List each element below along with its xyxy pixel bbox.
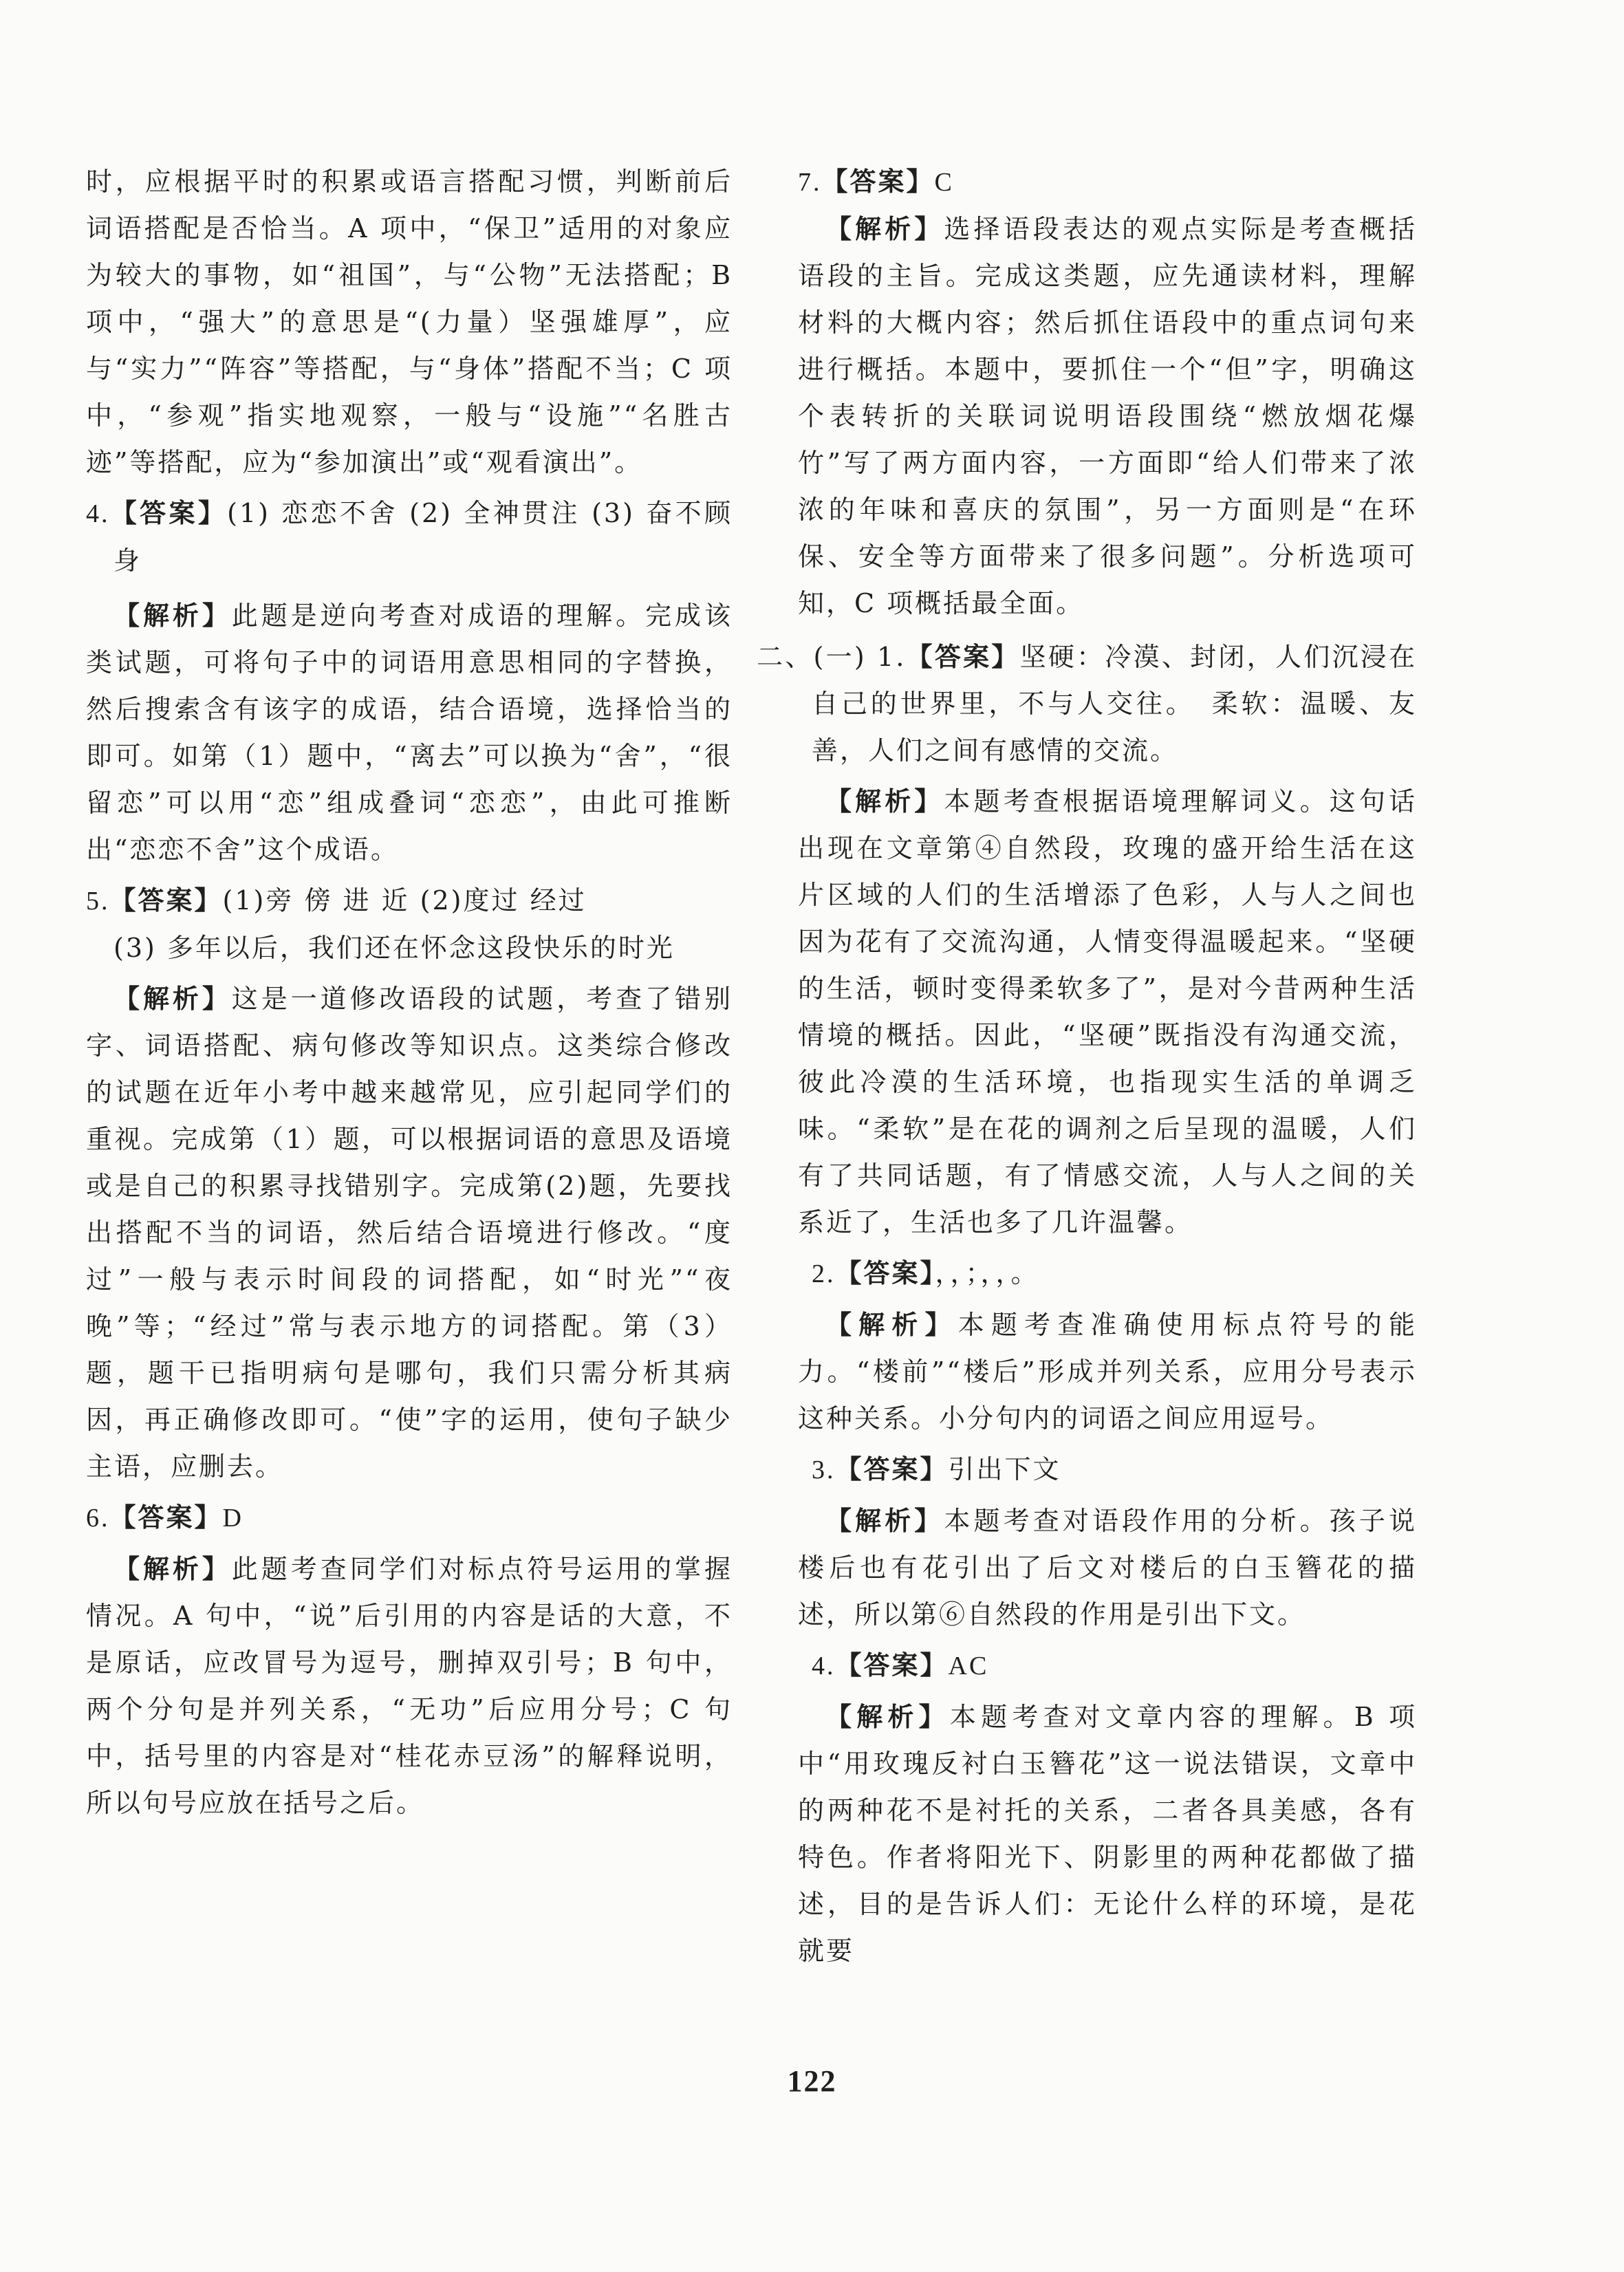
answer-4 bbox=[86, 490, 733, 584]
answer-text: AC bbox=[948, 1652, 989, 1680]
answer-tag: 【答案】 bbox=[109, 498, 228, 528]
answer-5-line-2: (3) 多年以后，我们还在怀念这段快乐的时光 bbox=[113, 933, 675, 963]
section-2-analysis-2 bbox=[770, 1301, 1417, 1442]
answer-7 bbox=[770, 158, 1417, 206]
answer-5 bbox=[86, 877, 733, 924]
answer-tag: 【答案】 bbox=[835, 1454, 949, 1484]
left-column bbox=[86, 158, 733, 1826]
analysis-tag: 【解析】 bbox=[825, 1506, 944, 1536]
question-number: 4. bbox=[812, 1652, 836, 1680]
answer-tag: 【答案】 bbox=[835, 1650, 949, 1680]
analysis-text: 选择语段表达的观点实际是考查概括语段的主旨。完成这类题，应先通读材料，理解材料的大概内容；然后抓住语段中的重点词句来进行概括。本题中，要抓住一个“但”字，明确这个表转折的关联词说明语段围绕“燃放烟花爆竹”写了两方面内容，一方面即“给人们带来了浓浓的年味和喜庆的氛围”，另一方面则是“在环保、安全等方面带来了很多问题”。分析选项可知，C 项概括最全面。 bbox=[798, 214, 1417, 618]
analysis-tag: 【解析】 bbox=[825, 786, 944, 816]
continuation-paragraph: 时，应根据平时的积累或语言搭配习惯，判断前后词语搭配是否恰当。A 项中，“保卫”适用的对象应为较大的事物，如“祖国”，与“公物”无法搭配；B 项中，“强大”的意思是“(力量）坚强雄厚”，应与“实力”“阵容”等搭配，与“身体”搭配不当；C 项中，“参观”指实地观察，一般与“设施”“名胜古迹”等搭配，应为“参加演出”或“观看演出”。 bbox=[86, 166, 733, 477]
analysis-tag: 【解析】 bbox=[113, 601, 232, 631]
answer-text: C bbox=[934, 168, 954, 197]
section-2-analysis-4 bbox=[770, 1694, 1417, 1974]
analysis-text: 本题考查准确使用标点符号的能力。“楼前”“楼后”形成并列关系，应用分号表示这种关系。小分句内的词语之间应用逗号。 bbox=[798, 1310, 1417, 1433]
answer-tag: 【答案】 bbox=[835, 1258, 935, 1288]
answer-tag: 【答案】 bbox=[109, 885, 223, 916]
answer-6 bbox=[86, 1494, 733, 1541]
analysis-tag: 【解析】 bbox=[825, 1702, 950, 1732]
analysis-tag: 【解析】 bbox=[825, 214, 944, 244]
question-number: 4. bbox=[86, 499, 110, 528]
analysis-text: 这是一道修改语段的试题，考查了错别字、词语搭配、病句修改等知识点。这类综合修改的试题在近年小考中越来越常见，应引起同学们的重视。完成第（1）题，可以根据词语的意思及语境或是自己的积累寻找错别字。完成第(2)题，先要找出搭配不当的词语，然后结合语境进行修改。“度过”一般与表示时间段的词搭配，如“时光”“夜晚”等；“经过”常与表示地方的词搭配。第（3）题，题干已指明病句是哪句，我们只需分析其病因，再正确修改即可。“使”字的运用，使句子缺少主语，应删去。 bbox=[86, 984, 733, 1482]
section-2-analysis-1 bbox=[770, 778, 1417, 1246]
analysis-tag: 【解析】 bbox=[113, 984, 232, 1014]
section-2-answer-4 bbox=[770, 1642, 1417, 1689]
question-number: 7. bbox=[798, 168, 822, 197]
analysis-6 bbox=[86, 1546, 733, 1826]
question-number: 5. bbox=[86, 887, 110, 916]
analysis-7 bbox=[770, 206, 1417, 627]
answer-tag: 【答案】 bbox=[821, 166, 935, 197]
answer-text: 坚硬：冷漠、封闭，人们沉浸在自己的世界里，不与人交往。 柔软：温暖、友善，人们之间有感情的交流。 bbox=[812, 642, 1417, 766]
page-number: 122 bbox=[787, 2064, 837, 2098]
section-2-answer-1 bbox=[757, 634, 1417, 774]
question-number: 2. bbox=[812, 1259, 836, 1288]
answer-text: (1)旁 傍 进 近 (2)度过 经过 bbox=[222, 885, 587, 916]
analysis-text: 此题是逆向考查对成语的理解。完成该类试题，可将句子中的词语用意思相同的字替换，然后搜索含有该字的成语，结合语境，选择恰当的即可。如第（1）题中，“离去”可以换为“舍”，“很留恋”可以用“恋”组成叠词“恋恋”，由此可推断出“恋恋不舍”这个成语。 bbox=[86, 601, 733, 865]
question-number: 6. bbox=[86, 1504, 110, 1533]
answer-text: D bbox=[222, 1504, 243, 1533]
answer-tag: 【答案】 bbox=[906, 642, 1020, 672]
analysis-text: 本题考查对语段作用的分析。孩子说楼后也有花引出了后文对楼后的白玉簪花的描述，所以第⑥自然段的作用是引出下文。 bbox=[798, 1506, 1417, 1630]
question-number: 3. bbox=[812, 1456, 836, 1484]
answer-text: (1) 恋恋不舍 (2) 全神贯注 (3) 奋不顾身 bbox=[113, 498, 733, 576]
analysis-4 bbox=[86, 592, 733, 873]
analysis-text: 本题考查根据语境理解词义。这句话出现在文章第④自然段，玫瑰的盛开给生活在这片区域的人们的生活增添了色彩，人与人之间也因为花有了交流沟通，人情变得温暖起来。“坚硬的生活，顿时变得柔软多了”，是对今昔两种生活情境的概括。因此，“坚硬”既指没有沟通交流，彼此冷漠的生活环境，也指现实生活的单调乏味。“柔软”是在花的调剂之后呈现的温暖，人们有了共同话题，有了情感交流，人与人之间的关系近了，生活也多了几许温馨。 bbox=[798, 786, 1417, 1237]
answer-text: 引出下文 bbox=[948, 1454, 1061, 1484]
analysis-tag: 【解析】 bbox=[825, 1310, 958, 1340]
answer-text: ，，；，，。 bbox=[935, 1258, 1039, 1288]
analysis-5 bbox=[86, 975, 733, 1490]
answer-tag: 【答案】 bbox=[109, 1502, 223, 1533]
section-prefix: 二、(一) 1. bbox=[757, 642, 907, 672]
section-2-answer-3 bbox=[770, 1446, 1417, 1493]
analysis-text: 本题考查对文章内容的理解。B 项中“用玫瑰反衬白玉簪花”这一说法错误，文章中的两种花不是衬托的关系，二者各具美感，各有特色。作者将阳光下、阴影里的两种花都做了描述，目的是告诉人们：无论什么样的环境，是花就要 bbox=[798, 1702, 1417, 1966]
section-2-analysis-3 bbox=[770, 1497, 1417, 1638]
analysis-text: 此题考查同学们对标点符号运用的掌握情况。A 句中，“说”后引用的内容是话的大意，不是原话，应改冒号为逗号，删掉双引号；B 句中，两个分句是并列关系，“无功”后应用分号；C 句中，括号里的内容是对“桂花赤豆汤”的解释说明，所以句号应放在括号之后。 bbox=[86, 1554, 733, 1818]
analysis-tag: 【解析】 bbox=[113, 1554, 232, 1584]
section-2-answer-2 bbox=[770, 1250, 1417, 1297]
right-column bbox=[757, 158, 1417, 1974]
